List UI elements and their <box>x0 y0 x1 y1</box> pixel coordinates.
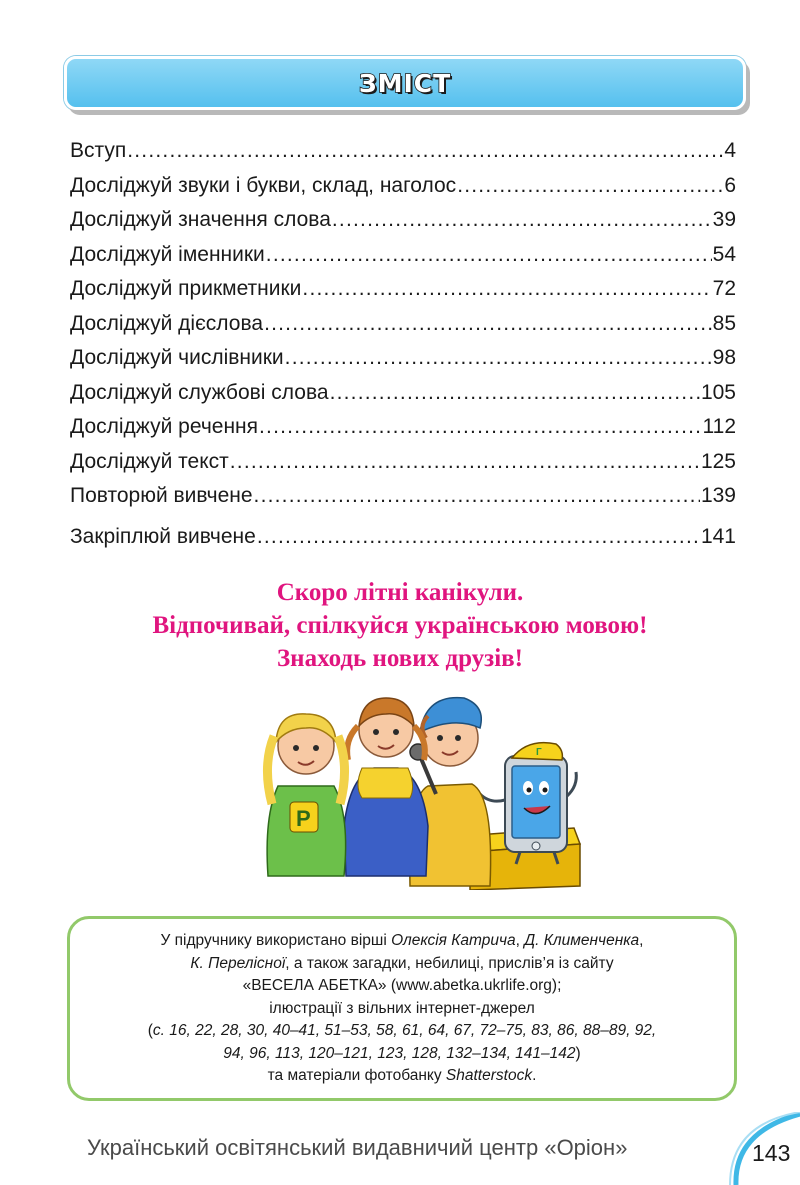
girl-in-green-shirt <box>267 714 346 876</box>
toc-leader-dots <box>330 376 700 410</box>
toc-entry[interactable] <box>70 410 736 445</box>
credits-text: , <box>639 932 644 949</box>
credits-page-list: 94, 96, 113, 120–121, 123, 128, 132–134, 141–142 <box>223 1044 576 1062</box>
toc-entry-label: Досліджуй текст <box>70 449 229 473</box>
toc-entry-label: Досліджуй числівники <box>70 346 284 369</box>
toc-leader-dots <box>332 203 712 237</box>
publisher-footer: Український освітянський видавничий центр «Оріон» <box>87 1135 628 1160</box>
toc-entry-page: 98 <box>712 346 736 369</box>
credits-line-2 <box>70 953 734 976</box>
toc-entry-page: 4 <box>724 139 736 162</box>
credits-author: Д. Клименченка <box>524 932 640 949</box>
toc-leader-dots <box>254 479 700 513</box>
toc-entry[interactable] <box>70 479 736 514</box>
girl-in-blue-dress <box>344 698 428 876</box>
credits-line-4: ілюстрації з вільних інтернет-джерел <box>269 999 535 1017</box>
credits-text: ( <box>147 1022 153 1039</box>
toc-leader-dots <box>230 445 700 479</box>
toc-entry-label: Досліджуй звуки і букви, склад, наголос <box>70 173 457 197</box>
toc-leader-dots <box>266 238 712 272</box>
credits-page-list: с. 16, 22, 28, 30, 40–41, 51–53, 58, 61, 64, 67, 72–75, 83, 86, 88–89, 92, <box>152 1022 657 1039</box>
toc-entry-page: 141 <box>700 524 736 548</box>
toc-entry[interactable] <box>70 169 736 204</box>
credits-line-3: «ВЕСЕЛА АБЕТКА» (www.abetka.ukrlife.org); <box>242 977 562 994</box>
slogan-line-3: Знаходь нових друзів! <box>276 645 524 672</box>
toc-leader-dots <box>127 134 723 168</box>
credits-photobank: Shatterstock <box>445 1067 533 1084</box>
credits-author: К. Перелісної <box>190 954 286 972</box>
children-with-phone-illustration <box>258 676 588 890</box>
credits-line-1 <box>70 930 734 953</box>
toc-entry-label: Досліджуй іменники <box>70 242 265 266</box>
toc-entry[interactable] <box>70 520 736 555</box>
toc-entry-page: 6 <box>724 173 736 197</box>
toc-entry[interactable] <box>70 376 736 411</box>
credits-line-7 <box>70 1065 734 1088</box>
toc-entry-page: 39 <box>712 208 736 231</box>
toc-leader-dots <box>285 341 712 375</box>
toc-entry-page: 54 <box>712 242 736 266</box>
page-number: 143 <box>752 1140 791 1166</box>
phone-cap-letter: Г <box>536 747 542 758</box>
toc-leader-dots <box>259 410 702 444</box>
toc-entry[interactable] <box>70 272 736 307</box>
credits-line-6 <box>70 1043 734 1066</box>
toc-entry-label: Досліджуй прикметники <box>70 277 302 300</box>
toc-entry-page: 139 <box>700 484 736 507</box>
toc-entry[interactable] <box>70 341 736 376</box>
credits-text: та матеріали фотобанку <box>267 1067 446 1084</box>
girl-shirt-letter: Р <box>296 806 311 831</box>
toc-entry-label: Закріплюй вивчене <box>70 524 256 548</box>
toc-entry-label: Досліджуй речення <box>70 415 259 438</box>
credits-text: ) <box>575 1044 581 1062</box>
toc-entry-page: 85 <box>712 311 736 335</box>
toc-entry[interactable] <box>70 203 736 238</box>
toc-entry-label: Вступ <box>70 139 127 162</box>
toc-entry-label: Повторюй вивчене <box>70 484 253 507</box>
contents-title-banner <box>64 56 746 110</box>
toc-entry-page: 105 <box>700 380 736 404</box>
credits-text: , а також загадки, небилиці, прислів’я із сайту <box>285 954 614 972</box>
toc-entry[interactable] <box>70 445 736 480</box>
slogan-line-1: Скоро літні канікули. <box>276 579 524 606</box>
toc-entry-label: Досліджуй дієслова <box>70 311 264 335</box>
toc-entry[interactable] <box>70 134 736 169</box>
credits-author: Олексія Катрича <box>391 932 516 949</box>
credits-text: . <box>532 1067 537 1084</box>
contents-title: ЗМІСТ <box>358 68 452 98</box>
toc-entry-page: 125 <box>700 449 736 473</box>
toc-entry-label: Досліджуй значення слова <box>70 208 331 231</box>
table-of-contents <box>70 134 736 554</box>
toc-entry-page: 112 <box>702 415 736 438</box>
toc-leader-dots <box>264 307 712 341</box>
toc-leader-dots <box>302 272 711 306</box>
toc-leader-dots <box>257 520 700 554</box>
credits-text: У підручнику використано вірші <box>160 932 392 949</box>
credits-line-5 <box>70 1020 734 1043</box>
toc-entry[interactable] <box>70 238 736 273</box>
credits-text: , <box>515 932 525 949</box>
credits-box <box>67 916 737 1101</box>
toc-entry-page: 72 <box>712 277 736 300</box>
toc-entry-label: Досліджуй службові слова <box>70 380 329 404</box>
slogan-line-2: Відпочивай, спілкуйся українською мовою! <box>152 612 648 639</box>
toc-leader-dots <box>457 169 723 203</box>
toc-entry[interactable] <box>70 307 736 342</box>
